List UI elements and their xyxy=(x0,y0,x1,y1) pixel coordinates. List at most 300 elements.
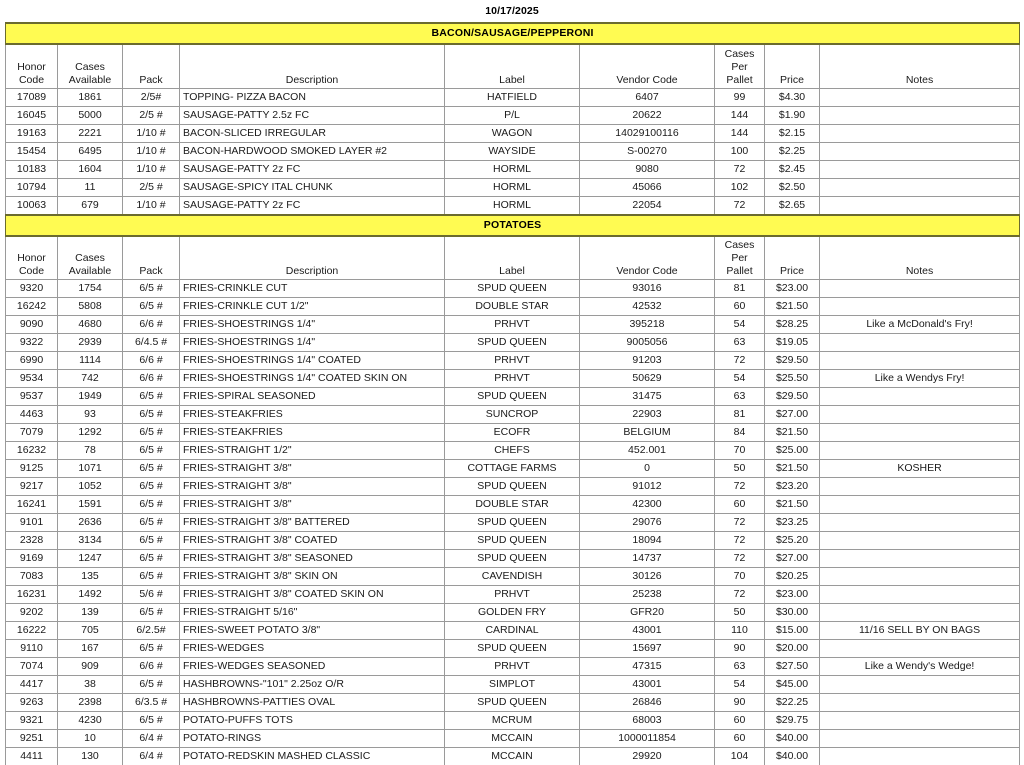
cell-cases-per-pallet: 90 xyxy=(715,694,765,712)
table-row xyxy=(6,676,1020,694)
cell-honor-code: 16242 xyxy=(6,298,58,316)
cell-pack: 6/5 # xyxy=(123,514,180,532)
cell-price: $23.00 xyxy=(765,586,820,604)
cell-cases-per-pallet: 81 xyxy=(715,280,765,298)
cell-honor-code: 9125 xyxy=(6,460,58,478)
column-header-honor-code: Honor Code xyxy=(6,44,58,88)
cell-cases-available: 6495 xyxy=(58,142,123,160)
cell-notes xyxy=(820,748,1020,765)
cell-label: SPUD QUEEN xyxy=(445,334,580,352)
cell-price: $4.30 xyxy=(765,88,820,106)
section-band xyxy=(6,23,1020,44)
cell-description: HASHBROWNS-"101" 2.25oz O/R xyxy=(180,676,445,694)
cell-cases-per-pallet: 72 xyxy=(715,160,765,178)
cell-pack: 6/5 # xyxy=(123,460,180,478)
cell-cases-available: 4680 xyxy=(58,316,123,334)
column-header-vendor-code: Vendor Code xyxy=(580,44,715,88)
cell-honor-code: 4417 xyxy=(6,676,58,694)
table-row xyxy=(6,478,1020,496)
cell-price: $19.05 xyxy=(765,334,820,352)
cell-vendor-code: 22054 xyxy=(580,196,715,215)
cell-pack: 6/5 # xyxy=(123,442,180,460)
cell-price: $2.50 xyxy=(765,178,820,196)
cell-notes xyxy=(820,730,1020,748)
cell-notes xyxy=(820,550,1020,568)
cell-description: SAUSAGE-PATTY 2z FC xyxy=(180,160,445,178)
cell-honor-code: 9322 xyxy=(6,334,58,352)
cell-label: WAYSIDE xyxy=(445,142,580,160)
cell-cases-available: 2939 xyxy=(58,334,123,352)
cell-description: SAUSAGE-PATTY 2z FC xyxy=(180,196,445,215)
cell-notes xyxy=(820,424,1020,442)
cell-vendor-code: 43001 xyxy=(580,676,715,694)
cell-cases-available: 1292 xyxy=(58,424,123,442)
cell-cases-per-pallet: 72 xyxy=(715,532,765,550)
cell-pack: 6/5 # xyxy=(123,424,180,442)
cell-vendor-code: S-00270 xyxy=(580,142,715,160)
cell-description: FRIES-STEAKFRIES xyxy=(180,424,445,442)
column-header-description: Description xyxy=(180,44,445,88)
cell-vendor-code: 91203 xyxy=(580,352,715,370)
cell-cases-available: 2398 xyxy=(58,694,123,712)
table-row xyxy=(6,88,1020,106)
column-header-pack: Pack xyxy=(123,44,180,88)
cell-label: SPUD QUEEN xyxy=(445,478,580,496)
cell-description: POTATO-PUFFS TOTS xyxy=(180,712,445,730)
cell-honor-code: 9101 xyxy=(6,514,58,532)
cell-notes xyxy=(820,298,1020,316)
cell-cases-per-pallet: 54 xyxy=(715,370,765,388)
cell-pack: 6/5 # xyxy=(123,676,180,694)
cell-label: PRHVT xyxy=(445,658,580,676)
section-band xyxy=(6,215,1020,236)
cell-honor-code: 19163 xyxy=(6,124,58,142)
cell-price: $1.90 xyxy=(765,106,820,124)
cell-pack: 6/5 # xyxy=(123,280,180,298)
cell-description: FRIES-WEDGES SEASONED xyxy=(180,658,445,676)
cell-pack: 6/6 # xyxy=(123,316,180,334)
column-header-pack: Pack xyxy=(123,236,180,280)
section-title: POTATOES xyxy=(6,215,1020,236)
cell-pack: 2/5 # xyxy=(123,178,180,196)
cell-honor-code: 9110 xyxy=(6,640,58,658)
cell-price: $27.00 xyxy=(765,406,820,424)
cell-cases-available: 1071 xyxy=(58,460,123,478)
cell-description: FRIES-STRAIGHT 3/8" COATED xyxy=(180,532,445,550)
cell-notes xyxy=(820,712,1020,730)
table-row xyxy=(6,748,1020,765)
cell-pack: 2/5# xyxy=(123,88,180,106)
cell-pack: 6/5 # xyxy=(123,604,180,622)
cell-price: $25.00 xyxy=(765,442,820,460)
cell-label: PRHVT xyxy=(445,370,580,388)
table-body xyxy=(6,23,1020,765)
cell-honor-code: 7079 xyxy=(6,424,58,442)
table-row xyxy=(6,352,1020,370)
cell-description: POTATO-REDSKIN MASHED CLASSIC xyxy=(180,748,445,765)
cell-cases-available: 909 xyxy=(58,658,123,676)
cell-vendor-code: BELGIUM xyxy=(580,424,715,442)
table-row xyxy=(6,712,1020,730)
cell-label: GOLDEN FRY xyxy=(445,604,580,622)
price-list-table xyxy=(5,22,1020,765)
cell-notes: Like a Wendys Fry! xyxy=(820,370,1020,388)
cell-honor-code: 4463 xyxy=(6,406,58,424)
cell-cases-available: 1492 xyxy=(58,586,123,604)
cell-description: FRIES-SHOESTRINGS 1/4" xyxy=(180,334,445,352)
cell-description: FRIES-STRAIGHT 3/8" xyxy=(180,478,445,496)
cell-label: SPUD QUEEN xyxy=(445,694,580,712)
cell-honor-code: 9090 xyxy=(6,316,58,334)
cell-label: HATFIELD xyxy=(445,88,580,106)
cell-cases-per-pallet: 72 xyxy=(715,586,765,604)
cell-description: BACON-SLICED IRREGULAR xyxy=(180,124,445,142)
cell-cases-per-pallet: 60 xyxy=(715,496,765,514)
table-row xyxy=(6,160,1020,178)
cell-label: HORML xyxy=(445,178,580,196)
cell-vendor-code: 14029100116 xyxy=(580,124,715,142)
cell-honor-code: 9321 xyxy=(6,712,58,730)
cell-description: POTATO-RINGS xyxy=(180,730,445,748)
table-row xyxy=(6,460,1020,478)
cell-description: FRIES-STRAIGHT 3/8" SKIN ON xyxy=(180,568,445,586)
cell-pack: 6/2.5# xyxy=(123,622,180,640)
cell-cases-per-pallet: 100 xyxy=(715,142,765,160)
cell-price: $15.00 xyxy=(765,622,820,640)
table-row xyxy=(6,640,1020,658)
cell-vendor-code: 68003 xyxy=(580,712,715,730)
cell-cases-per-pallet: 72 xyxy=(715,478,765,496)
column-header-honor-code: Honor Code xyxy=(6,236,58,280)
cell-price: $20.00 xyxy=(765,640,820,658)
cell-cases-available: 1052 xyxy=(58,478,123,496)
cell-label: CAVENDISH xyxy=(445,568,580,586)
cell-cases-per-pallet: 72 xyxy=(715,196,765,215)
column-header-cases-available: Cases Available xyxy=(58,44,123,88)
cell-cases-per-pallet: 72 xyxy=(715,514,765,532)
table-row xyxy=(6,142,1020,160)
cell-pack: 6/5 # xyxy=(123,478,180,496)
cell-cases-available: 10 xyxy=(58,730,123,748)
cell-label: PRHVT xyxy=(445,316,580,334)
cell-vendor-code: 22903 xyxy=(580,406,715,424)
cell-pack: 5/6 # xyxy=(123,586,180,604)
cell-vendor-code: 42300 xyxy=(580,496,715,514)
cell-honor-code: 10183 xyxy=(6,160,58,178)
cell-vendor-code: 1000011854 xyxy=(580,730,715,748)
cell-notes xyxy=(820,694,1020,712)
column-header-cases-per-pallet: Cases Per Pallet xyxy=(715,44,765,88)
cell-label: SPUD QUEEN xyxy=(445,388,580,406)
cell-description: BACON-HARDWOOD SMOKED LAYER #2 xyxy=(180,142,445,160)
cell-honor-code: 16231 xyxy=(6,586,58,604)
cell-cases-per-pallet: 60 xyxy=(715,712,765,730)
cell-price: $25.50 xyxy=(765,370,820,388)
cell-notes xyxy=(820,568,1020,586)
cell-notes xyxy=(820,124,1020,142)
cell-notes xyxy=(820,676,1020,694)
table-row xyxy=(6,424,1020,442)
cell-pack: 6/3.5 # xyxy=(123,694,180,712)
cell-vendor-code: 42532 xyxy=(580,298,715,316)
cell-description: FRIES-SPIRAL SEASONED xyxy=(180,388,445,406)
cell-cases-per-pallet: 54 xyxy=(715,676,765,694)
cell-pack: 1/10 # xyxy=(123,142,180,160)
table-row xyxy=(6,622,1020,640)
cell-cases-available: 3134 xyxy=(58,532,123,550)
cell-cases-per-pallet: 72 xyxy=(715,352,765,370)
cell-notes xyxy=(820,532,1020,550)
cell-price: $21.50 xyxy=(765,298,820,316)
cell-cases-available: 705 xyxy=(58,622,123,640)
cell-cases-available: 78 xyxy=(58,442,123,460)
cell-price: $2.45 xyxy=(765,160,820,178)
cell-honor-code: 9537 xyxy=(6,388,58,406)
table-row xyxy=(6,586,1020,604)
table-row xyxy=(6,124,1020,142)
cell-honor-code: 17089 xyxy=(6,88,58,106)
cell-pack: 1/10 # xyxy=(123,196,180,215)
cell-vendor-code: GFR20 xyxy=(580,604,715,622)
cell-price: $40.00 xyxy=(765,748,820,765)
cell-cases-per-pallet: 50 xyxy=(715,460,765,478)
cell-cases-available: 1754 xyxy=(58,280,123,298)
cell-vendor-code: 9005056 xyxy=(580,334,715,352)
cell-price: $23.00 xyxy=(765,280,820,298)
cell-pack: 6/4.5 # xyxy=(123,334,180,352)
cell-notes: 11/16 SELL BY ON BAGS xyxy=(820,622,1020,640)
cell-cases-available: 2636 xyxy=(58,514,123,532)
cell-vendor-code: 91012 xyxy=(580,478,715,496)
cell-vendor-code: 29920 xyxy=(580,748,715,765)
cell-pack: 1/10 # xyxy=(123,124,180,142)
table-row xyxy=(6,406,1020,424)
cell-cases-per-pallet: 70 xyxy=(715,442,765,460)
column-header-notes: Notes xyxy=(820,236,1020,280)
cell-label: SPUD QUEEN xyxy=(445,280,580,298)
table-row xyxy=(6,532,1020,550)
cell-notes xyxy=(820,388,1020,406)
cell-label: HORML xyxy=(445,196,580,215)
cell-vendor-code: 47315 xyxy=(580,658,715,676)
cell-vendor-code: 18094 xyxy=(580,532,715,550)
cell-cases-available: 167 xyxy=(58,640,123,658)
cell-cases-per-pallet: 70 xyxy=(715,568,765,586)
cell-price: $29.50 xyxy=(765,352,820,370)
cell-notes xyxy=(820,514,1020,532)
cell-vendor-code: 395218 xyxy=(580,316,715,334)
cell-pack: 6/5 # xyxy=(123,712,180,730)
cell-cases-available: 38 xyxy=(58,676,123,694)
table-row xyxy=(6,370,1020,388)
cell-honor-code: 9202 xyxy=(6,604,58,622)
cell-label: WAGON xyxy=(445,124,580,142)
cell-honor-code: 15454 xyxy=(6,142,58,160)
cell-notes xyxy=(820,604,1020,622)
cell-label: SPUD QUEEN xyxy=(445,640,580,658)
cell-honor-code: 6990 xyxy=(6,352,58,370)
cell-description: FRIES-CRINKLE CUT xyxy=(180,280,445,298)
cell-description: FRIES-SWEET POTATO 3/8" xyxy=(180,622,445,640)
cell-honor-code: 10794 xyxy=(6,178,58,196)
cell-description: FRIES-STRAIGHT 1/2" xyxy=(180,442,445,460)
cell-cases-available: 4230 xyxy=(58,712,123,730)
table-row xyxy=(6,514,1020,532)
cell-honor-code: 16045 xyxy=(6,106,58,124)
cell-notes xyxy=(820,334,1020,352)
table-row xyxy=(6,316,1020,334)
cell-cases-available: 742 xyxy=(58,370,123,388)
cell-honor-code: 9320 xyxy=(6,280,58,298)
cell-label: P/L xyxy=(445,106,580,124)
cell-cases-per-pallet: 63 xyxy=(715,658,765,676)
cell-cases-per-pallet: 63 xyxy=(715,388,765,406)
cell-pack: 6/5 # xyxy=(123,568,180,586)
table-row xyxy=(6,178,1020,196)
column-header-label: Label xyxy=(445,44,580,88)
cell-price: $2.65 xyxy=(765,196,820,215)
table-row xyxy=(6,604,1020,622)
cell-cases-per-pallet: 110 xyxy=(715,622,765,640)
cell-cases-available: 1114 xyxy=(58,352,123,370)
column-header-cases-available: Cases Available xyxy=(58,236,123,280)
cell-cases-available: 11 xyxy=(58,178,123,196)
cell-description: FRIES-SHOESTRINGS 1/4" xyxy=(180,316,445,334)
cell-honor-code: 9217 xyxy=(6,478,58,496)
table-row xyxy=(6,568,1020,586)
column-header-description: Description xyxy=(180,236,445,280)
cell-honor-code: 7074 xyxy=(6,658,58,676)
table-row xyxy=(6,442,1020,460)
cell-cases-available: 5808 xyxy=(58,298,123,316)
cell-price: $29.75 xyxy=(765,712,820,730)
cell-cases-available: 139 xyxy=(58,604,123,622)
cell-label: DOUBLE STAR xyxy=(445,496,580,514)
cell-price: $40.00 xyxy=(765,730,820,748)
cell-notes xyxy=(820,88,1020,106)
cell-notes xyxy=(820,352,1020,370)
cell-label: PRHVT xyxy=(445,352,580,370)
column-header-cases-per-pallet: Cases Per Pallet xyxy=(715,236,765,280)
cell-description: FRIES-CRINKLE CUT 1/2" xyxy=(180,298,445,316)
cell-price: $21.50 xyxy=(765,460,820,478)
cell-notes xyxy=(820,178,1020,196)
cell-cases-per-pallet: 60 xyxy=(715,298,765,316)
cell-description: HASHBROWNS-PATTIES OVAL xyxy=(180,694,445,712)
cell-description: FRIES-STRAIGHT 3/8" xyxy=(180,496,445,514)
cell-notes xyxy=(820,142,1020,160)
cell-price: $21.50 xyxy=(765,424,820,442)
table-row xyxy=(6,334,1020,352)
cell-vendor-code: 14737 xyxy=(580,550,715,568)
cell-pack: 6/5 # xyxy=(123,532,180,550)
cell-pack: 6/6 # xyxy=(123,658,180,676)
cell-label: SIMPLOT xyxy=(445,676,580,694)
cell-price: $2.25 xyxy=(765,142,820,160)
cell-price: $27.50 xyxy=(765,658,820,676)
cell-pack: 1/10 # xyxy=(123,160,180,178)
cell-description: FRIES-STRAIGHT 5/16" xyxy=(180,604,445,622)
cell-pack: 6/5 # xyxy=(123,298,180,316)
cell-description: FRIES-STRAIGHT 3/8" xyxy=(180,460,445,478)
cell-cases-per-pallet: 144 xyxy=(715,124,765,142)
cell-price: $25.20 xyxy=(765,532,820,550)
cell-notes xyxy=(820,496,1020,514)
cell-pack: 6/5 # xyxy=(123,550,180,568)
cell-label: ECOFR xyxy=(445,424,580,442)
cell-notes xyxy=(820,160,1020,178)
cell-price: $29.50 xyxy=(765,388,820,406)
cell-cases-per-pallet: 144 xyxy=(715,106,765,124)
column-header-price: Price xyxy=(765,236,820,280)
cell-price: $27.00 xyxy=(765,550,820,568)
cell-pack: 6/6 # xyxy=(123,352,180,370)
cell-description: FRIES-WEDGES xyxy=(180,640,445,658)
cell-label: CHEFS xyxy=(445,442,580,460)
cell-cases-available: 135 xyxy=(58,568,123,586)
cell-cases-per-pallet: 63 xyxy=(715,334,765,352)
column-header-label: Label xyxy=(445,236,580,280)
cell-honor-code: 9534 xyxy=(6,370,58,388)
table-row xyxy=(6,196,1020,215)
cell-label: MCRUM xyxy=(445,712,580,730)
cell-vendor-code: 30126 xyxy=(580,568,715,586)
cell-notes xyxy=(820,586,1020,604)
cell-cases-available: 93 xyxy=(58,406,123,424)
cell-price: $2.15 xyxy=(765,124,820,142)
cell-cases-available: 1861 xyxy=(58,88,123,106)
cell-description: SAUSAGE-SPICY ITAL CHUNK xyxy=(180,178,445,196)
table-row xyxy=(6,550,1020,568)
cell-vendor-code: 0 xyxy=(580,460,715,478)
cell-honor-code: 10063 xyxy=(6,196,58,215)
cell-cases-available: 130 xyxy=(58,748,123,765)
cell-notes xyxy=(820,280,1020,298)
cell-description: FRIES-STRAIGHT 3/8" SEASONED xyxy=(180,550,445,568)
cell-notes xyxy=(820,478,1020,496)
document-date: 10/17/2025 xyxy=(485,5,539,17)
cell-honor-code: 9169 xyxy=(6,550,58,568)
cell-vendor-code: 25238 xyxy=(580,586,715,604)
cell-cases-per-pallet: 54 xyxy=(715,316,765,334)
cell-vendor-code: 43001 xyxy=(580,622,715,640)
table-row xyxy=(6,658,1020,676)
cell-pack: 6/4 # xyxy=(123,730,180,748)
cell-vendor-code: 9080 xyxy=(580,160,715,178)
cell-cases-per-pallet: 90 xyxy=(715,640,765,658)
cell-pack: 2/5 # xyxy=(123,106,180,124)
cell-cases-per-pallet: 84 xyxy=(715,424,765,442)
cell-vendor-code: 6407 xyxy=(580,88,715,106)
cell-notes xyxy=(820,106,1020,124)
cell-price: $23.25 xyxy=(765,514,820,532)
cell-honor-code: 9251 xyxy=(6,730,58,748)
cell-vendor-code: 20622 xyxy=(580,106,715,124)
cell-cases-available: 2221 xyxy=(58,124,123,142)
cell-price: $22.25 xyxy=(765,694,820,712)
table-row xyxy=(6,298,1020,316)
cell-description: SAUSAGE-PATTY 2.5z FC xyxy=(180,106,445,124)
column-header-notes: Notes xyxy=(820,44,1020,88)
cell-cases-per-pallet: 60 xyxy=(715,730,765,748)
column-header-row xyxy=(6,236,1020,280)
cell-cases-available: 1247 xyxy=(58,550,123,568)
cell-label: SUNCROP xyxy=(445,406,580,424)
cell-cases-per-pallet: 81 xyxy=(715,406,765,424)
cell-description: FRIES-STRAIGHT 3/8" BATTERED xyxy=(180,514,445,532)
cell-vendor-code: 29076 xyxy=(580,514,715,532)
cell-honor-code: 7083 xyxy=(6,568,58,586)
